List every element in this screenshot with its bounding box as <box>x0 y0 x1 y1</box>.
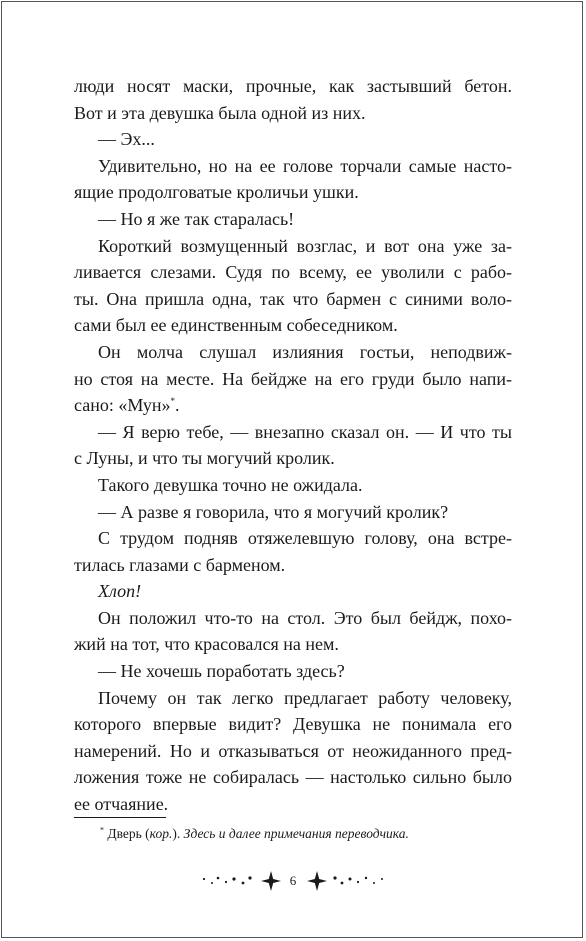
footnote-reference: * <box>170 396 176 407</box>
text-line: сами был ее единственным собеседником. <box>74 315 398 336</box>
text-line: но стоя на месте. На бейдже на его груди было напи- <box>74 368 512 389</box>
text-line: Он молча слушал излияния гостьи, неподвиж- <box>98 341 512 362</box>
text-line: Вот и эта девушка была одной из них. <box>74 102 366 123</box>
text-line: Такого девушка точно не ожидала. <box>98 474 363 495</box>
body-text <box>74 73 512 818</box>
text-line: с Луны, и что ты могучий кролик. <box>74 448 335 469</box>
text-segment: сано: «Мун» <box>74 395 171 416</box>
text-segment: . <box>175 395 180 416</box>
text-line: Короткий возмущенный возглас, и вот она уже за- <box>98 235 512 256</box>
footnote <box>100 825 409 843</box>
text-line: ты. Она пришла одна, так что бармен с синими воло- <box>74 288 512 309</box>
text-line: — Не хочешь поработать здесь? <box>98 661 345 682</box>
paragraph <box>74 685 512 818</box>
paragraph <box>74 419 512 472</box>
text-line: Удивительно, но на ее голове торчали самые насто- <box>98 155 512 176</box>
text-line <box>74 392 512 419</box>
text-line: Он положил что-то на стол. Это был бейдж, похо- <box>98 607 512 628</box>
text-line: — Эх... <box>98 129 155 150</box>
footnote-note: Здесь и далее примечания переводчика. <box>183 826 409 841</box>
text-line: тилась глазами с барменом. <box>74 554 286 575</box>
paragraph <box>74 73 512 126</box>
paragraph <box>74 525 512 578</box>
text-line: намерений. Но и отказываться от неожиданного пред- <box>74 740 512 761</box>
text-line: — А разве я говорила, что я могучий кролик? <box>98 501 449 522</box>
footnote-marker: * <box>100 825 104 835</box>
text-line: жий на тот, что красовался на нем. <box>74 634 339 655</box>
text-line: которого впервые видит? Девушка не понимала его <box>74 714 512 735</box>
text-line: — Но я же так старалась! <box>98 208 295 229</box>
paragraph <box>74 472 512 499</box>
footnote-rule <box>74 817 166 818</box>
footnote-term: Дверь ( <box>104 826 150 841</box>
folio <box>198 868 388 894</box>
text-line: — Я верю тебе, — внезапно сказал он. — И что ты <box>98 421 512 442</box>
text-line: Почему он так легко предлагает работу человеку, <box>98 687 512 708</box>
page-number: 6 <box>289 873 297 888</box>
paragraph <box>74 153 512 206</box>
footnote-abbr: кор. <box>149 826 173 841</box>
paragraph <box>74 658 512 685</box>
paragraph <box>74 605 512 658</box>
paragraph <box>74 233 512 339</box>
text-line: ложения тоже не собиралась — настолько сильно было <box>74 767 512 788</box>
text-line: ливается слезами. Судя по всему, ее уволили с рабо- <box>74 262 512 283</box>
paragraph <box>74 126 512 153</box>
paragraph <box>74 578 512 605</box>
text-line: люди носят маски, прочные, как застывший бетон. <box>74 76 512 96</box>
paragraph <box>74 499 512 526</box>
text-line: С трудом подняв отяжелевшую голову, она встре- <box>98 528 512 549</box>
text-line: ее отчаяние. <box>74 794 169 815</box>
footnote-after-abbr: ). <box>172 826 184 841</box>
text-line: ящие продолговатые кроличьи ушки. <box>74 182 359 203</box>
paragraph <box>74 339 512 419</box>
text-line: Хлоп! <box>98 581 142 602</box>
paragraph <box>74 206 512 233</box>
